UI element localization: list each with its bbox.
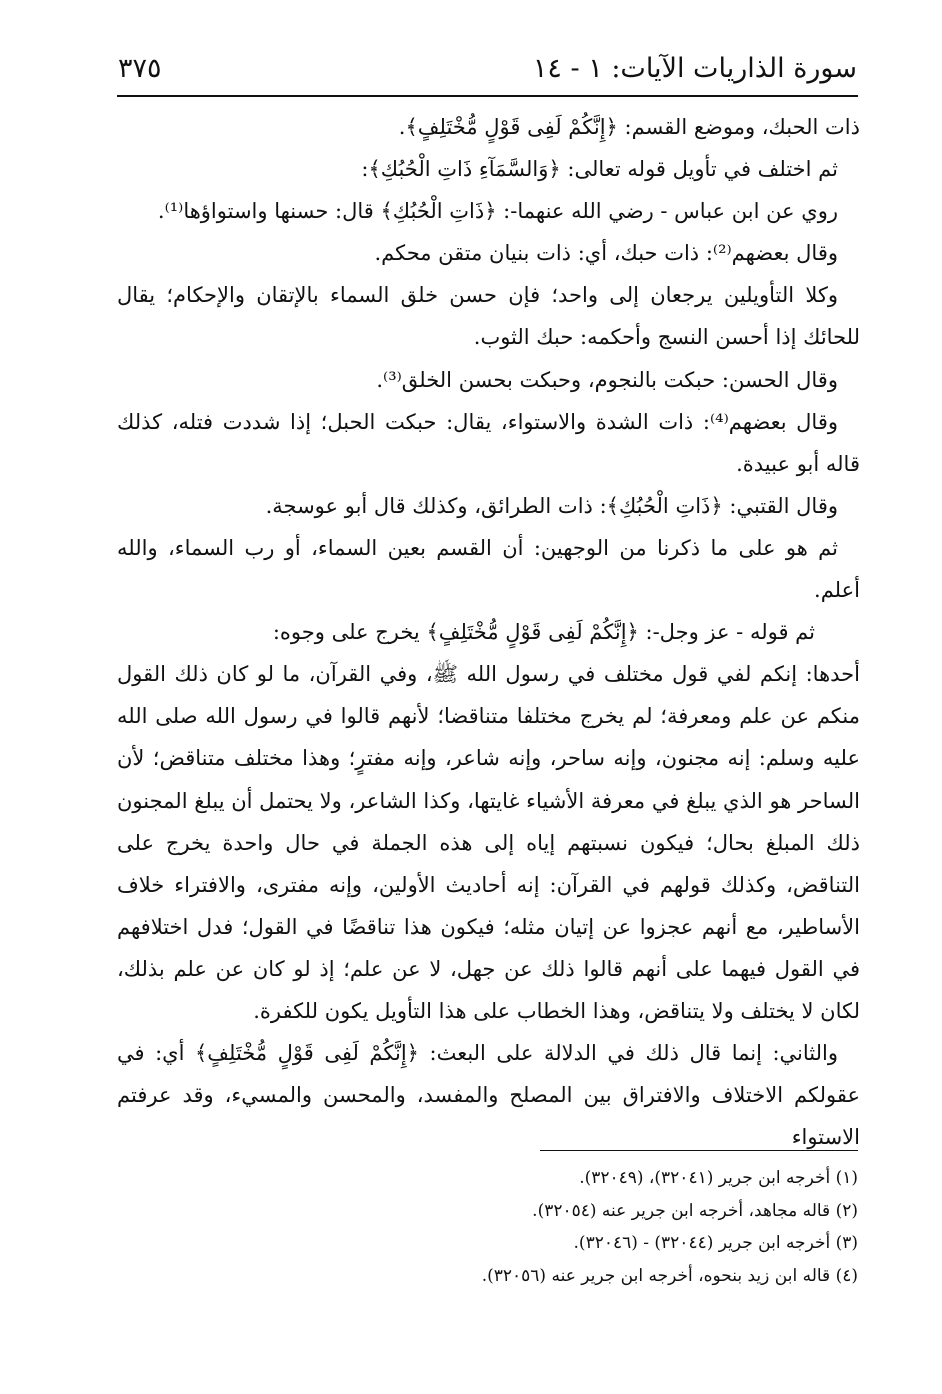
paragraph: ذات الحبك، وموضع القسم: ﴿إِنَّكُمْ لَفِى قَوْلٍ مُّخْتَلِفٍ﴾. [398, 115, 860, 139]
paragraph: ثم اختلف في تأويل قوله تعالى: ﴿وَالسَّمَآءِ ذَاتِ الْحُبُكِ﴾: [361, 157, 838, 182]
footnote: (١) أخرجه ابن جرير (٣٢٠٤١)، (٣٢٠٤٩). [579, 1168, 858, 1188]
footnote-rule [540, 1150, 858, 1151]
footnote: (٢) قاله مجاهد، أخرجه ابن جرير عنه (٣٢٠٥٤). [532, 1200, 858, 1221]
header-rule [117, 95, 858, 97]
paragraph: وكلا التأويلين يرجعان إلى واحد؛ فإن حسن خلق السماء بالإتقان والإحكام؛ يقال للحائك إذا أحسن النسج وأحكمه: حبك الثوب. [117, 283, 860, 350]
footnotes [117, 1162, 858, 1292]
paragraph: ثم هو على ما ذكرنا من الوجهين: أن القسم بعين السماء، أو رب السماء، والله أعلم. [117, 535, 860, 603]
paragraph: وقال القتبي: ﴿ذَاتِ الْحُبُكِ﴾: ذات الطرائق، وكذلك قال أبو عوسجة. [265, 493, 838, 518]
page-header [118, 48, 857, 88]
paragraph: ثم قوله - عز وجل-: ﴿إِنَّكُمْ لَفِى قَوْلٍ مُّخْتَلِفٍ﴾ يخرج على وجوه: [272, 620, 815, 645]
page-number: ٣٧٥ [118, 52, 162, 84]
running-title: سورة الذاريات الآيات: ١ - ١٤ [532, 52, 857, 84]
paragraph: وقال بعضهم⁽²⁾: ذات حبك، أي: ذات بنيان متقن محكم. [374, 241, 838, 266]
paragraph: روي عن ابن عباس - رضي الله عنهما-: ﴿ذَاتِ الْحُبُكِ﴾ قال: حسنها واستواؤها⁽¹⁾. [157, 199, 838, 224]
footnote: (٣) أخرجه ابن جرير (٣٢٠٤٤) - (٣٢٠٤٦). [573, 1233, 858, 1253]
paragraph: وقال بعضهم⁽⁴⁾: ذات الشدة والاستواء، يقال: حبكت الحبل؛ إذا شددت فتله، كذلك قاله أبو عبيدة. [117, 409, 860, 476]
footnote: (٤) قاله ابن زيد بنحوه، أخرجه ابن جرير عنه (٣٢٠٥٦). [481, 1265, 858, 1286]
main-text [117, 106, 860, 1158]
paragraph: والثاني: إنما قال ذلك في الدلالة على البعث: ﴿إِنَّكُمْ لَفِى قَوْلٍ مُّخْتَلِفٍ﴾ أي: في عقولكم الاختلاف والافتراق بين المصلح والمفسد، والمحسن والمسيء، وقد عرفتم الاستواء [117, 1041, 860, 1150]
paragraph: أحدها: إنكم لفي قول مختلف في رسول الله ﷺ، وفي القرآن، ما لو كان ذلك القول منكم عن علم ومعرفة؛ لم يخرج مختلفا متناقضا؛ لأنهم قالوا في رسول الله صلى الله عليه وسلم: إنه مجنون، وإنه ساحر، وإنه شاعر، وإنه مفترٍ؛ وهذا مختلف متناقض؛ لأن الساحر هو الذي يبلغ في معرفة الأشياء غايتها، وكذا الشاعر، ولا يحتمل أن يبلغ المجنون ذلك المبلغ بحال؛ فيكون نسبتهم إياه إلى هذه الجملة في حال واحدة يخرج على التناقض، وكذلك قولهم في القرآن: إنه أحاديث الأولين، وإنه مفترى، والافتراء خلاف الأساطير، مع أنهم عجزوا عن إتيان مثله؛ فيكون هذا تناقضًا في القول؛ فدل اختلافهم في القول فيهما على أنهم قالوا ذلك عن جهل، لا عن علم؛ إذ لو كان عن علم بذلك، لكان لا يختلف ولا يتناقض، وهذا الخطاب على هذا التأويل يكون للكفرة. [117, 662, 860, 1023]
paragraph: وقال الحسن: حبكت بالنجوم، وحبكت بحسن الخلق⁽³⁾. [376, 367, 838, 392]
